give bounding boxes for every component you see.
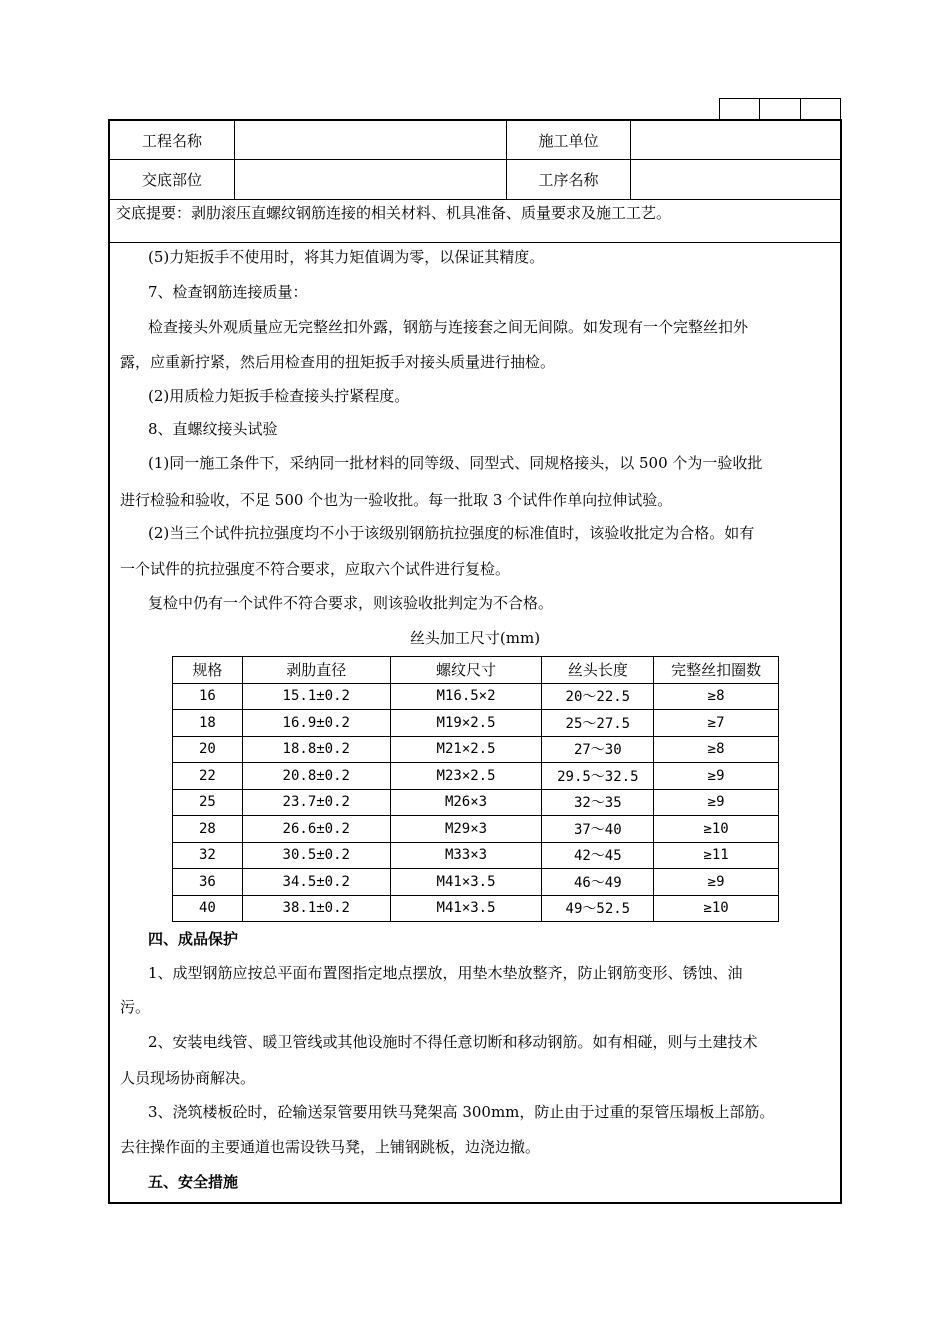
- table-cell: 20.8±0.2: [242, 763, 390, 790]
- table-cell: ≥9: [654, 789, 779, 816]
- table-cell: M29×3: [390, 816, 542, 843]
- table-cell: 42～45: [542, 842, 654, 869]
- table-row: [173, 816, 779, 843]
- table-cell: ≥8: [654, 736, 779, 763]
- table-caption: 丝头加工尺寸(mm): [409, 629, 541, 647]
- doc-number-box: [720, 99, 760, 119]
- table-cell: 30.5±0.2: [242, 842, 390, 869]
- header-row-2: [110, 159, 840, 200]
- section-heading-safety-measures: 五、安全措施: [148, 1173, 239, 1191]
- table-cell: 37～40: [542, 816, 654, 843]
- header-row-1: [110, 121, 840, 160]
- paragraph: 去往操作面的主要通道也需设铁马凳，上铺钢跳板，边浇边撤。: [120, 1138, 541, 1156]
- table-cell: 23.7±0.2: [242, 789, 390, 816]
- table-row: [173, 736, 779, 763]
- section-heading-finished-product-protection: 四、成品保护: [148, 930, 239, 948]
- table-row: [173, 763, 779, 790]
- table-cell: 49～52.5: [542, 895, 654, 922]
- table-cell: ≥7: [654, 710, 779, 737]
- paragraph: 7、检查钢筋连接质量：: [148, 283, 308, 301]
- table-cell: M41×3.5: [390, 869, 542, 896]
- table-cell: 38.1±0.2: [242, 895, 390, 922]
- paragraph: 检查接头外观质量应无完整丝扣外露，钢筋与连接套之间无间隙。如发现有一个完整丝扣外: [148, 318, 749, 336]
- table-cell: 25～27.5: [542, 710, 654, 737]
- table-cell: ≥8: [654, 683, 779, 710]
- table-cell: 15.1±0.2: [242, 683, 390, 710]
- doc-number-box: [801, 99, 840, 119]
- handover-part-label: 交底部位: [110, 159, 235, 199]
- column-header: 螺纹尺寸: [390, 657, 542, 684]
- column-header: 剥肋直径: [242, 657, 390, 684]
- construction-unit-field[interactable]: [631, 121, 840, 159]
- table-row: [173, 683, 779, 710]
- table-header-row: [173, 657, 779, 684]
- column-header: 完整丝扣圈数: [654, 657, 779, 684]
- table-cell: 16: [173, 683, 243, 710]
- table-cell: 26.6±0.2: [242, 816, 390, 843]
- paragraph: 1、成型钢筋应按总平面布置图指定地点摆放，用垫木垫放整齐，防止钢筋变形、锈蚀、油: [148, 964, 743, 982]
- table-cell: 25: [173, 789, 243, 816]
- project-name-field[interactable]: [235, 121, 507, 159]
- paragraph: (1)同一施工条件下，采纳同一批材料的同等级、同型式、同规格接头，以 500 个为一验收批: [148, 454, 763, 472]
- table-cell: ≥10: [654, 895, 779, 922]
- paragraph: 人员现场协商解决。: [120, 1069, 256, 1087]
- paragraph: 一个试件的抗拉强度不符合要求，应取六个试件进行复检。: [120, 560, 511, 578]
- table-cell: M41×3.5: [390, 895, 542, 922]
- handover-part-field[interactable]: [235, 159, 507, 199]
- handover-form: [108, 119, 842, 1204]
- table-row: [173, 869, 779, 896]
- paragraph: (5)力矩扳手不使用时，将其力矩值调为零，以保证其精度。: [148, 248, 545, 266]
- table-cell: M33×3: [390, 842, 542, 869]
- table-row: [173, 895, 779, 922]
- paragraph: 8、直螺纹接头试验: [148, 420, 278, 438]
- table-cell: M16.5×2: [390, 683, 542, 710]
- table-cell: 36: [173, 869, 243, 896]
- thread-dimension-table: [172, 656, 779, 922]
- table-cell: 29.5～32.5: [542, 763, 654, 790]
- table-cell: M26×3: [390, 789, 542, 816]
- table-cell: M21×2.5: [390, 736, 542, 763]
- paragraph: 进行检验和验收，不足 500 个也为一验收批。每一批取 3 个试件作单向拉伸试验。: [120, 491, 673, 509]
- paragraph: 3、浇筑楼板砼时，砼输送泵管要用铁马凳架高 300mm，防止由于过重的泵管压塌板上部筋。: [148, 1103, 775, 1121]
- table-cell: 22: [173, 763, 243, 790]
- table-cell: 28: [173, 816, 243, 843]
- document-number-boxes: [719, 98, 841, 119]
- table-cell: 16.9±0.2: [242, 710, 390, 737]
- table-cell: 18: [173, 710, 243, 737]
- column-header: 丝头长度: [542, 657, 654, 684]
- table-cell: ≥11: [654, 842, 779, 869]
- table-row: [173, 710, 779, 737]
- table-cell: 20: [173, 736, 243, 763]
- table-cell: 46～49: [542, 869, 654, 896]
- paragraph: 露，应重新拧紧，然后用检查用的扭矩扳手对接头质量进行抽检。: [120, 353, 556, 371]
- paragraph: 2、安装电线管、暖卫管线或其他设施时不得任意切断和移动钢筋。如有相碰，则与土建技术: [148, 1033, 758, 1051]
- paragraph: (2)当三个试件抗拉强度均不小于该级别钢筋抗拉强度的标准值时，该验收批定为合格。如有: [148, 524, 755, 542]
- table-cell: 32～35: [542, 789, 654, 816]
- table-cell: 34.5±0.2: [242, 869, 390, 896]
- table-cell: 18.8±0.2: [242, 736, 390, 763]
- table-cell: 40: [173, 895, 243, 922]
- table-row: [173, 789, 779, 816]
- doc-number-box: [760, 99, 800, 119]
- project-name-label: 工程名称: [110, 121, 235, 159]
- paragraph: 复检中仍有一个试件不符合要求，则该验收批判定为不合格。: [148, 594, 554, 612]
- table-cell: 32: [173, 842, 243, 869]
- table-cell: M19×2.5: [390, 710, 542, 737]
- table-cell: 27～30: [542, 736, 654, 763]
- paragraph: (2)用质检力矩扳手检查接头拧紧程度。: [148, 387, 410, 405]
- table-cell: ≥9: [654, 763, 779, 790]
- table-cell: M23×2.5: [390, 763, 542, 790]
- construction-unit-label: 施工单位: [507, 121, 631, 159]
- process-name-field[interactable]: [631, 159, 840, 199]
- column-header: 规格: [173, 657, 243, 684]
- table-row: [173, 842, 779, 869]
- table-cell: 20～22.5: [542, 683, 654, 710]
- process-name-label: 工序名称: [507, 159, 631, 199]
- table-cell: ≥9: [654, 869, 779, 896]
- handover-summary: 交底提要：剥肋滚压直螺纹钢筋连接的相关材料、机具准备、质量要求及施工工艺。: [110, 199, 840, 243]
- paragraph: 污。: [120, 998, 151, 1016]
- table-cell: ≥10: [654, 816, 779, 843]
